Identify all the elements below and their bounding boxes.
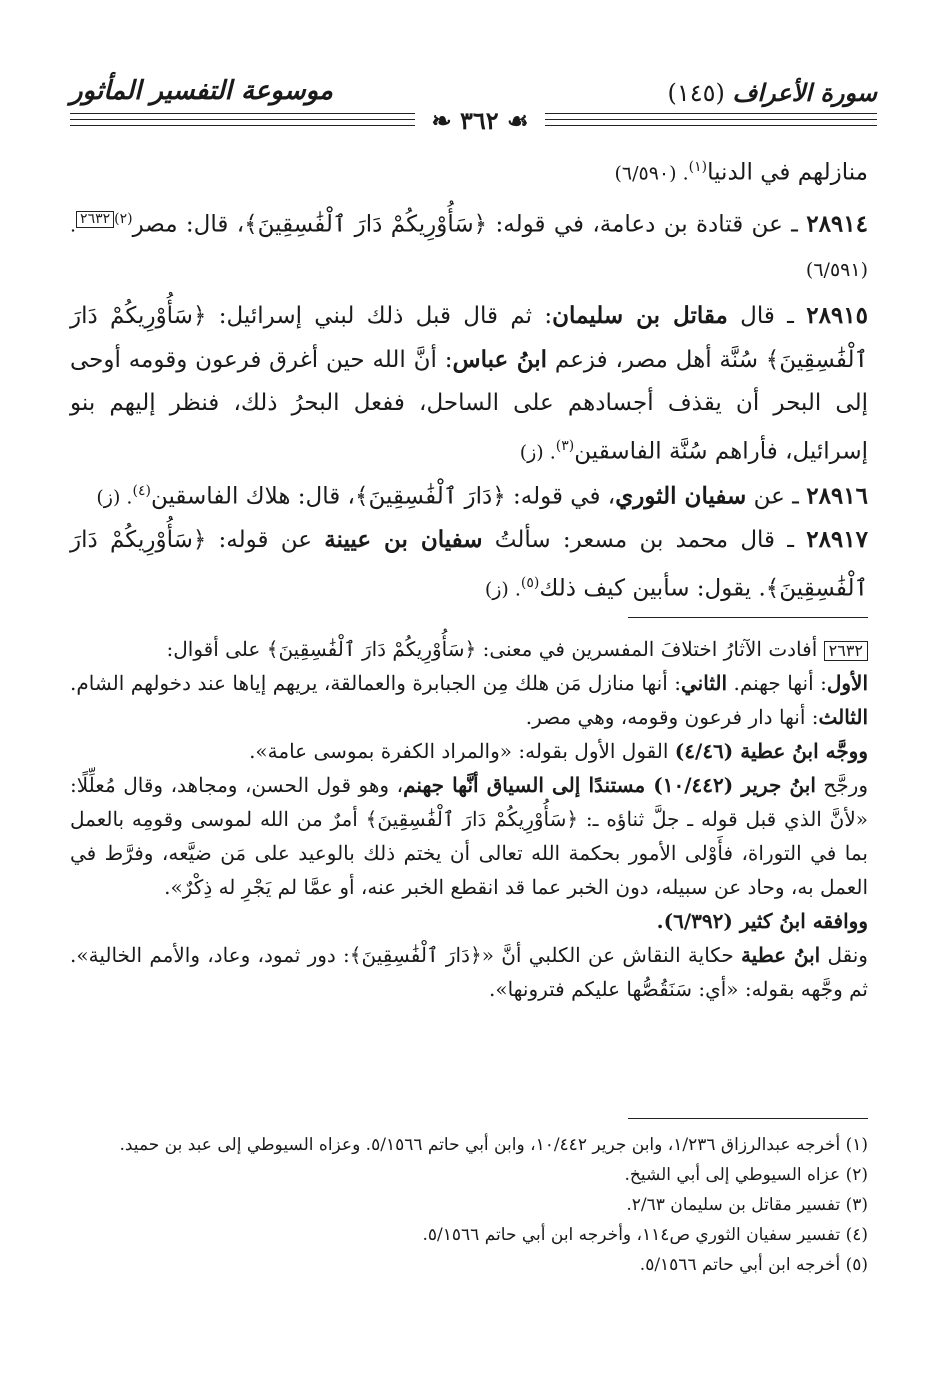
entry-continuation: منازلهم في الدنيا$^{(١)}$. (٦/٥٩٠) <box>614 159 868 186</box>
narrator-name: سفيان بن عيينة <box>324 526 483 553</box>
book-title: موسوعة التفسير المأثور <box>70 76 333 106</box>
commentary-ref-box: ٢٦٣٢ <box>824 641 868 661</box>
commentary-ibn-kathir: ووافقه ابنُ كثير (٦/٣٩٢). <box>656 909 868 933</box>
narrator-name: ابنُ عباس <box>452 346 548 373</box>
commentary-ibn-jarir: ورجَّح ابنُ جرير (١٠/٤٤٢) مستندًا إلى السياق أنَّها جهنم، وهو قول الحسن، ومجاهد، وقال مُعلِّلًا: «لأنَّ الذي قبل قوله ـ جلَّ ثناؤه ـ: ﴿سَأُوْرِيكُمْ دَارَ ٱلْفَٰسِقِينَ﴾ أمرٌ من الله لموسى وقومِه بالعمل بما في التوراة، فأَوْلى الأمور بحكمة الله تعالى أن يختم ذلك بالوعيد على مَن ضيَّعه، وفرَّط في العمل به، وحاد عن سبيله، دون الخبر عما قد انقطع الخبر عنه، أو عمَّا لم يَجْرِ له ذِكْرٌ». <box>70 773 868 899</box>
footnote-marker[interactable]: (٤) <box>132 483 151 499</box>
footnote-marker[interactable]: (٥) <box>520 575 540 591</box>
section-separator <box>628 617 868 618</box>
running-head <box>667 78 877 107</box>
page-number: ❧ ٣٦٢ ☙ <box>415 104 545 138</box>
footnote-separator <box>628 1118 868 1119</box>
footnotes <box>70 1130 868 1280</box>
quran-quote: ﴿دَارَ ٱلْفَٰسِقِينَ﴾ <box>349 943 482 967</box>
entry-number: ٢٨٩١٥ <box>806 302 868 329</box>
commentary <box>70 632 868 1006</box>
entry-28917: ٢٨٩١٧ ـ قال محمد بن مسعر: سألتُ سفيان بن عيينة عن قوله: ﴿سَأُوْرِيكُمْ دَارَ ٱلْفَٰسِقِينَ﴾. يقول: سأبين كيف ذلك$^{(٥)}$. (ز) <box>70 526 868 602</box>
footnote-marker[interactable]: (١) <box>688 159 708 175</box>
entry-number: ٢٨٩١٤ <box>806 210 868 238</box>
commentary-opinions: الأول: أنها جهنم. الثاني: أنها منازل مَن هلك مِن الجبابرة والعمالقة، يريهم إياها عند دخولهم الشام. الثالث: أنها دار فرعون وقومه، وهي مصر. <box>70 671 868 729</box>
commentary-intro: ٢٦٣٢ أفادت الآثارُ اختلافَ المفسرين في معنى: ﴿سَأُوْرِيكُمْ دَارَ ٱلْفَٰسِقِينَ﴾ على أقوال: <box>70 632 868 666</box>
narrator-name: سفيان الثوري <box>615 482 747 510</box>
quran-quote: ﴿سَأُوْرِيكُمْ دَارَ ٱلْفَٰسِقِينَ﴾ <box>365 807 579 831</box>
sura-name: سورة الأعراف <box>732 78 877 107</box>
commentary-ibn-atiyya: ووجَّه ابنُ عطية (٤/٤٦) القول الأول بقوله: «والمراد الكفرة بموسى عامة». <box>249 739 868 763</box>
footnote-marker[interactable]: (٢) <box>114 211 133 227</box>
quran-quote: ﴿سَأُوْرِيكُمْ دَارَ ٱلْفَٰسِقِينَ﴾ <box>70 303 868 373</box>
footnote: (٥) أخرجه ابن أبي حاتم ٥/١٥٦٦. <box>639 1255 868 1275</box>
footnote: (٢) عزاه السيوطي إلى أبي الشيخ. <box>624 1165 868 1185</box>
commentary-ref-box[interactable]: ٢٦٣٢ <box>76 211 114 228</box>
quran-quote: ﴿سَأُوْرِيكُمْ دَارَ ٱلْفَٰسِقِينَ﴾ <box>70 527 868 602</box>
entry-28916: ٢٨٩١٦ ـ عن سفيان الثوري، في قوله: ﴿دَارَ ٱلْفَٰسِقِينَ﴾، قال: هلاك الفاسقين$^{(٤)}$. (ز) <box>96 482 868 510</box>
footnote: (١) أخرجه عبدالرزاق ١/٢٣٦، وابن جرير ١٠/٤٤٢، وابن أبي حاتم ٥/١٥٦٦. وعزاه السيوطي إلى عبد بن حميد. <box>119 1135 868 1155</box>
verse-number: (١٤٥) <box>667 79 725 107</box>
footnote-marker[interactable]: (٣) <box>555 438 575 454</box>
entry-28914: ٢٨٩١٤ ـ عن قتادة بن دعامة، في قوله: ﴿سَأُوْرِيكُمْ دَارَ ٱلْفَٰسِقِينَ﴾، قال: مصر$^{(٢)}$٢٦٣٢. (٦/٥٩١) <box>70 210 868 281</box>
quran-quote: ﴿سَأُوْرِيكُمْ دَارَ ٱلْفَٰسِقِينَ﴾ <box>244 211 488 238</box>
narrator-name: مقاتل بن سليمان <box>552 302 728 329</box>
commentary-naqqash: ونقل ابنُ عطية حكاية النقاش عن الكلبي أنَّ «﴿دَارَ ٱلْفَٰسِقِينَ﴾: دور ثمود، وعاد، والأمم الخالية». ثم وجَّهه بقوله: «أي: سَنَقُصُّها عليكم فترونها». <box>70 943 868 1001</box>
footnote: (٤) تفسير سفيان الثوري ص١١٤، وأخرجه ابن أبي حاتم ٥/١٥٦٦. <box>422 1225 868 1245</box>
footnote: (٣) تفسير مقاتل بن سليمان ٢/٦٣. <box>626 1195 868 1215</box>
entry-number: ٢٨٩١٧ <box>806 526 868 553</box>
quran-quote: ﴿دَارَ ٱلْفَٰسِقِينَ﴾ <box>354 483 506 510</box>
entry-28915: ٢٨٩١٥ ـ قال مقاتل بن سليمان: ثم قال قبل ذلك لبني إسرائيل: ﴿سَأُوْرِيكُمْ دَارَ ٱلْفَٰسِقِينَ﴾ سُنَّة أهل مصر، فزعم ابنُ عباس: أنَّ الله حين أغرق فرعون وقومه أوحى إلى البحر أن يقذف أجسادهم على الساحل، ففعل البحرُ ذلك، فنظر إليهم بنو إسرائيل، فأراهم سُنَّة الفاسقين$^{(٣)}$. (ز) <box>70 302 868 465</box>
quran-quote: ﴿سَأُوْرِيكُمْ دَارَ ٱلْفَٰسِقِينَ﴾ <box>266 637 477 661</box>
entry-number: ٢٨٩١٦ <box>806 482 868 510</box>
